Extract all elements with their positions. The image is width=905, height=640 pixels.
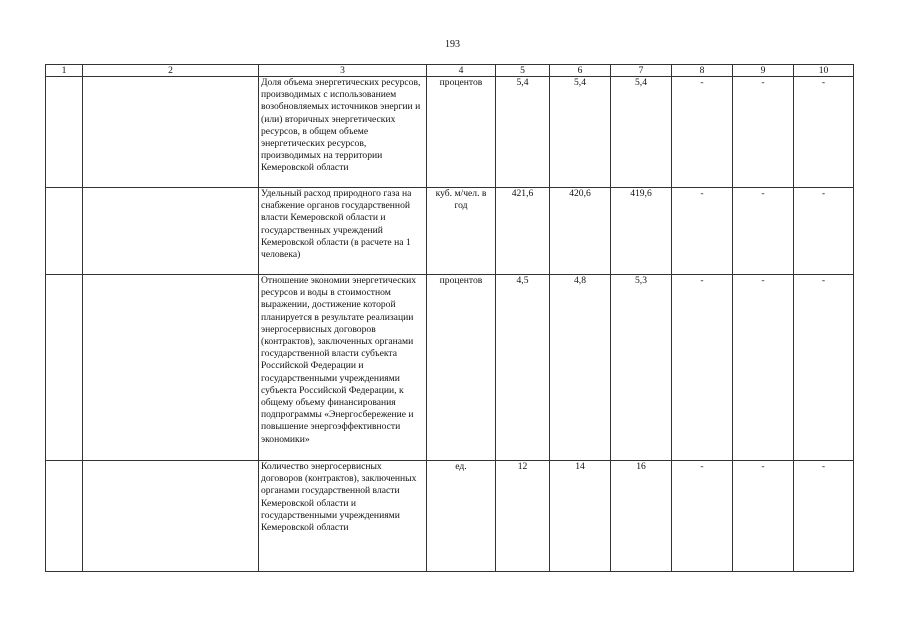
value-cell: -	[794, 275, 854, 461]
column-header: 3	[259, 65, 427, 77]
cell-empty	[46, 77, 83, 188]
column-number-row	[46, 65, 854, 77]
value-cell: 4,8	[550, 275, 611, 461]
cell-empty	[83, 188, 259, 275]
value-cell: 5,4	[611, 77, 672, 188]
cell-empty	[46, 275, 83, 461]
column-header: 10	[794, 65, 854, 77]
value-cell: 419,6	[611, 188, 672, 275]
column-header: 6	[550, 65, 611, 77]
indicator-cell: Отношение экономии энергетических ресурсов и воды в стоимостном выражении, достижение которой планируется в результате реализации энергосервисных договоров (контрактов), заключенных органами государственной власти субъекта Российской Федерации и государственными учреждениями субъекта Российской Федерации, к общему объему финансирования подпрограммы «Энергосбережение и повышение энергоэффективности экономики»	[259, 275, 427, 461]
column-header: 5	[496, 65, 550, 77]
unit-cell: куб. м/чел. в год	[427, 188, 496, 275]
unit-cell: ед.	[427, 461, 496, 572]
value-cell: -	[672, 275, 733, 461]
value-cell: -	[672, 188, 733, 275]
column-header: 2	[83, 65, 259, 77]
value-cell: -	[733, 275, 794, 461]
table-row	[46, 188, 854, 275]
indicator-cell: Доля объема энергетических ресурсов, производимых с использованием возобновляемых источников энергии и (или) вторичных энергетических ресурсов, в общем объеме энергетических ресурсов, производимых на территории Кемеровской области	[259, 77, 427, 188]
value-cell: 421,6	[496, 188, 550, 275]
column-header: 4	[427, 65, 496, 77]
table-row	[46, 275, 854, 461]
value-cell: -	[672, 461, 733, 572]
cell-empty	[83, 77, 259, 188]
value-cell: -	[794, 77, 854, 188]
value-cell: 420,6	[550, 188, 611, 275]
value-cell: -	[672, 77, 733, 188]
unit-cell: процентов	[427, 77, 496, 188]
value-cell: -	[733, 77, 794, 188]
unit-cell: процентов	[427, 275, 496, 461]
indicators-table	[45, 64, 854, 572]
table-row	[46, 461, 854, 572]
value-cell: 5,4	[550, 77, 611, 188]
value-cell: 4,5	[496, 275, 550, 461]
value-cell: 14	[550, 461, 611, 572]
value-cell: 16	[611, 461, 672, 572]
cell-empty	[83, 461, 259, 572]
value-cell: 5,3	[611, 275, 672, 461]
value-cell: -	[794, 461, 854, 572]
indicator-cell: Удельный расход природного газа на снабжение органов государственной власти Кемеровской области и государственных учреждений Кемеровской области (в расчете на 1 человека)	[259, 188, 427, 275]
column-header: 7	[611, 65, 672, 77]
indicator-cell: Количество энергосервисных договоров (контрактов), заключенных органами государственной власти Кемеровской области и государственными учреждениями Кемеровской области	[259, 461, 427, 572]
table-row	[46, 77, 854, 188]
value-cell: -	[733, 188, 794, 275]
column-header: 8	[672, 65, 733, 77]
value-cell: -	[794, 188, 854, 275]
value-cell: 5,4	[496, 77, 550, 188]
cell-empty	[83, 275, 259, 461]
cell-empty	[46, 188, 83, 275]
column-header: 1	[46, 65, 83, 77]
value-cell: 12	[496, 461, 550, 572]
value-cell: -	[733, 461, 794, 572]
page-number: 193	[445, 39, 460, 50]
column-header: 9	[733, 65, 794, 77]
cell-empty	[46, 461, 83, 572]
